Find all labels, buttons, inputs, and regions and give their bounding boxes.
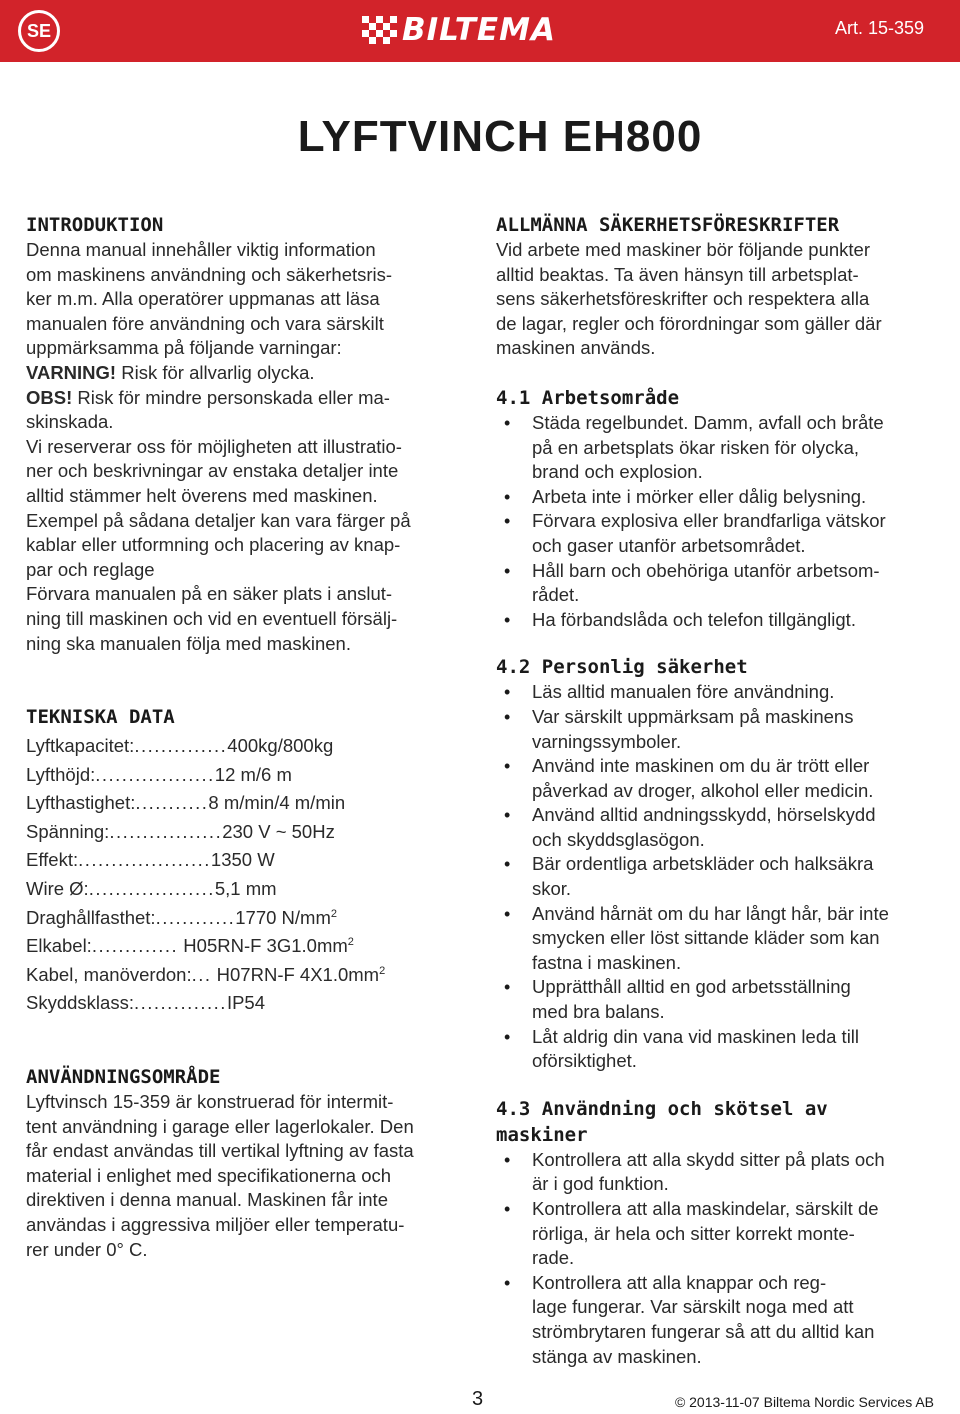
spec-label: Lyftkapacitet:	[26, 735, 135, 757]
list-item-line: • Ha förbandslåda och telefon tillgängligt.	[532, 608, 856, 630]
page-number: 3	[472, 1388, 484, 1410]
spec-row	[26, 930, 476, 959]
list-item	[496, 902, 941, 976]
list-item	[496, 485, 941, 510]
list-item-line: påverkad av droger, alkohol eller medicin.	[532, 779, 874, 801]
intro-text	[26, 238, 476, 656]
list-item-line: rådet.	[532, 584, 580, 606]
tech-heading: TEKNISKA DATA	[26, 706, 175, 729]
safety-line: sens säkerhetsföreskrifter och respektera alla	[496, 288, 870, 310]
spec-label: Draghållfasthet:	[26, 906, 156, 928]
list-item	[496, 1025, 941, 1074]
obs-line: skinskada.	[26, 411, 114, 433]
spec-label: Kabel, manöverdon:	[26, 963, 192, 985]
tech-specs	[26, 730, 476, 1016]
left-column	[26, 212, 476, 1262]
list-item	[496, 1197, 941, 1271]
usage-line: direktiven i denna manual. Maskinen får inte	[26, 1189, 388, 1211]
obs-text: Risk för mindre personskada eller ma-	[72, 386, 390, 408]
spec-value: IP54	[226, 992, 265, 1014]
header-bar	[0, 0, 960, 62]
spec-row	[26, 816, 476, 845]
spec-row	[26, 873, 476, 902]
spec-value: 400kg/800kg	[227, 735, 334, 757]
usage-line: tent användning i garage eller lagerlokaler. Den	[26, 1115, 414, 1137]
safety-line: Vid arbete med maskiner bör följande punkter	[496, 239, 870, 260]
list-item	[496, 509, 941, 558]
list-item-line: • Upprätthåll alltid en god arbetsställning	[532, 976, 851, 998]
intro-line: kablar eller utformning och placering av knap-	[26, 534, 401, 556]
spec-row	[26, 902, 476, 931]
spec-sup: 2	[379, 964, 386, 977]
list-item	[496, 754, 941, 803]
intro-heading: INTRODUKTION	[26, 214, 164, 236]
language-badge: SE	[18, 10, 60, 52]
spec-label: Wire Ø:	[26, 878, 89, 900]
list-item-line: • Läs alltid manualen före användning.	[532, 681, 835, 703]
spec-row	[26, 987, 476, 1016]
list-item	[496, 1271, 941, 1369]
checkered-flag-icon	[360, 14, 398, 46]
work-area-list	[496, 411, 941, 632]
safety-line: maskinen används.	[496, 337, 656, 359]
spec-label: Lyfthastighet:	[26, 792, 136, 814]
safety-intro	[496, 238, 941, 361]
spec-leader: .................	[109, 820, 223, 842]
list-item-line: lage fungerar. Var särskilt noga med att	[532, 1296, 854, 1318]
spec-row	[26, 787, 476, 816]
spec-leader: ..............	[133, 992, 227, 1014]
list-item	[496, 975, 941, 1024]
intro-line: uppmärksamma på följande varningar:	[26, 337, 342, 359]
intro-line: Denna manual innehåller viktig information	[26, 239, 376, 260]
list-item-line: smycken eller löst sittande kläder som kan	[532, 927, 880, 949]
list-item	[496, 803, 941, 852]
spec-row	[26, 959, 476, 988]
brand-name: BILTEMA	[402, 12, 556, 48]
brand-logo	[360, 12, 556, 48]
section-heading-work-area: 4.1 Arbetsområde	[496, 386, 680, 409]
spec-leader: ..............	[134, 735, 228, 757]
list-item	[496, 1148, 941, 1197]
list-item-line: strömbrytaren fungerar så att du alltid kan	[532, 1320, 875, 1342]
intro-line: par och reglage	[26, 558, 155, 580]
list-item-line: • Kontrollera att alla maskindelar, särskilt de	[532, 1198, 879, 1219]
list-item	[496, 411, 941, 485]
intro-line: manualen före användning och vara särskilt	[26, 312, 384, 334]
spec-sup: 2	[330, 907, 338, 920]
intro-line: Exempel på sådana detaljer kan vara färger på	[26, 509, 411, 531]
spec-sup: 2	[347, 936, 354, 949]
list-item-line: rade.	[532, 1247, 575, 1269]
spec-row	[26, 759, 476, 788]
list-item-line: • Var särskilt uppmärksam på maskinens	[532, 705, 854, 727]
spec-value: 5,1 mm	[214, 878, 277, 900]
safety-line: de lagar, regler och förordningar som gäller där	[496, 312, 882, 334]
warning-line	[26, 361, 476, 386]
usage-line: användas i aggressiva miljöer eller temperatu-	[26, 1214, 405, 1235]
spec-leader: ...........	[135, 792, 209, 814]
spec-leader: ..................	[95, 763, 215, 785]
list-item-line: • Använd inte maskinen om du är trött eller	[532, 755, 870, 777]
list-item	[496, 559, 941, 608]
list-item	[496, 852, 941, 901]
intro-line: ker m.m. Alla operatörer uppmanas att läsa	[26, 288, 380, 310]
spec-leader: ...	[191, 963, 212, 985]
safety-line: alltid beaktas. Ta även hänsyn till arbetsplat-	[496, 263, 859, 285]
spec-label: Lyfthöjd:	[26, 763, 96, 785]
list-item-line: • Förvara explosiva eller brandfarliga vätskor	[532, 510, 886, 532]
spec-row	[26, 844, 476, 873]
list-item-line: • Låt aldrig din vana vid maskinen leda till	[532, 1025, 860, 1047]
usage-line: rer under 0° C.	[26, 1238, 148, 1260]
usage-text	[26, 1090, 476, 1262]
machine-use-list	[496, 1148, 941, 1369]
spec-leader: .............	[91, 935, 179, 957]
obs-line	[26, 386, 476, 411]
list-item	[496, 608, 941, 633]
spec-row	[26, 730, 476, 759]
spec-label: Skyddsklass:	[26, 992, 134, 1014]
spec-label: Spänning:	[26, 820, 110, 842]
intro-line: alltid stämmer helt överens med maskinen.	[26, 484, 378, 506]
intro-line: ner och beskrivningar av enstaka detaljer inte	[26, 460, 399, 482]
intro-line: Vi reserverar oss för möjligheten att illustratio-	[26, 435, 402, 457]
list-item-line: • Städa regelbundet. Damm, avfall och bråte	[532, 411, 884, 433]
list-item-line: brand och explosion.	[532, 461, 703, 483]
intro-line: Förvara manualen på en säker plats i anslut-	[26, 583, 393, 605]
list-item-line: oförsiktighet.	[532, 1050, 637, 1072]
article-number: Art. 15-359	[834, 18, 924, 38]
list-item-line: på en arbetsplats ökar risken för olycka,	[532, 436, 859, 458]
list-item-line: rörliga, är hela och sitter korrekt monte-	[532, 1222, 855, 1244]
usage-line: Lyftvinsch 15-359 är konstruerad för intermit-	[26, 1091, 394, 1113]
intro-line: ning ska manualen följa med maskinen.	[26, 632, 351, 654]
document-title: LYFTVINCH EH800	[297, 112, 703, 161]
usage-line: material i enlighet med specifikationerna och	[26, 1164, 392, 1186]
list-item-line: • Använd alltid andningsskydd, hörselskydd	[532, 804, 876, 826]
list-item-line: • Kontrollera att alla skydd sitter på plats och	[532, 1148, 885, 1170]
intro-line: om maskinens användning och säkerhetsris-	[26, 263, 393, 285]
warning-text: Risk för allvarlig olycka.	[116, 361, 315, 383]
list-item-line: • Bär ordentliga arbetskläder och halksäkra	[532, 853, 874, 875]
list-item-line: och skyddsglasögon.	[532, 828, 705, 850]
section-heading-personal-safety: 4.2 Personlig säkerhet	[496, 656, 748, 679]
spec-value: 8 m/min/4 m/min	[208, 792, 346, 814]
usage-line: får endast användas till vertikal lyftning av fasta	[26, 1140, 414, 1162]
list-item	[496, 705, 941, 754]
list-item-line: • Håll barn och obehöriga utanför arbetsom-	[532, 559, 880, 581]
spec-value: 230 V ~ 50Hz	[222, 820, 335, 842]
list-item-line: varningssymboler.	[532, 730, 682, 752]
list-item	[496, 680, 941, 705]
spec-label: Elkabel:	[26, 935, 92, 957]
section-heading-machine-use: 4.3 Användning och skötsel av	[496, 1097, 828, 1120]
list-item-line: stänga av maskinen.	[532, 1345, 702, 1367]
list-item-line: • Arbeta inte i mörker eller dålig belysning.	[532, 485, 867, 507]
list-item-line: skor.	[532, 878, 572, 900]
warning-label: VARNING!	[26, 361, 117, 383]
list-item-line: och gaser utanför arbetsområdet.	[532, 534, 806, 556]
spec-leader: ....................	[78, 849, 211, 871]
copyright: © 2013-11-07 Biltema Nordic Services AB	[674, 1394, 934, 1410]
list-item-line: • Använd hårnät om du har långt hår, bär inte	[532, 902, 889, 924]
spec-label: Effekt:	[26, 849, 79, 871]
obs-label: OBS!	[26, 386, 73, 408]
usage-heading: ANVÄNDNINGSOMRÅDE	[26, 1066, 221, 1089]
spec-value: H05RN-F 3G1.0mm	[178, 935, 348, 957]
spec-leader: ...................	[88, 878, 215, 900]
list-item-line: är i god funktion.	[532, 1173, 669, 1195]
list-item-line: • Kontrollera att alla knappar och reg-	[532, 1271, 827, 1293]
right-column	[496, 212, 941, 1369]
section-heading-machine-use-cont: maskiner	[496, 1123, 588, 1146]
spec-leader: ............	[155, 906, 236, 928]
intro-line: ning till maskinen och vid en eventuell försälj-	[26, 607, 398, 629]
spec-value: 1770 N/mm	[235, 906, 331, 928]
personal-safety-list	[496, 680, 941, 1074]
spec-value: 12 m/6 m	[214, 763, 292, 785]
spec-value: 1350 W	[210, 849, 275, 871]
spec-value: H07RN-F 4X1.0mm	[211, 963, 380, 985]
list-item-line: med bra balans.	[532, 1001, 665, 1023]
safety-heading: ALLMÄNNA SÄKERHETSFÖRESKRIFTER	[496, 214, 840, 236]
list-item-line: fastna i maskinen.	[532, 951, 682, 973]
